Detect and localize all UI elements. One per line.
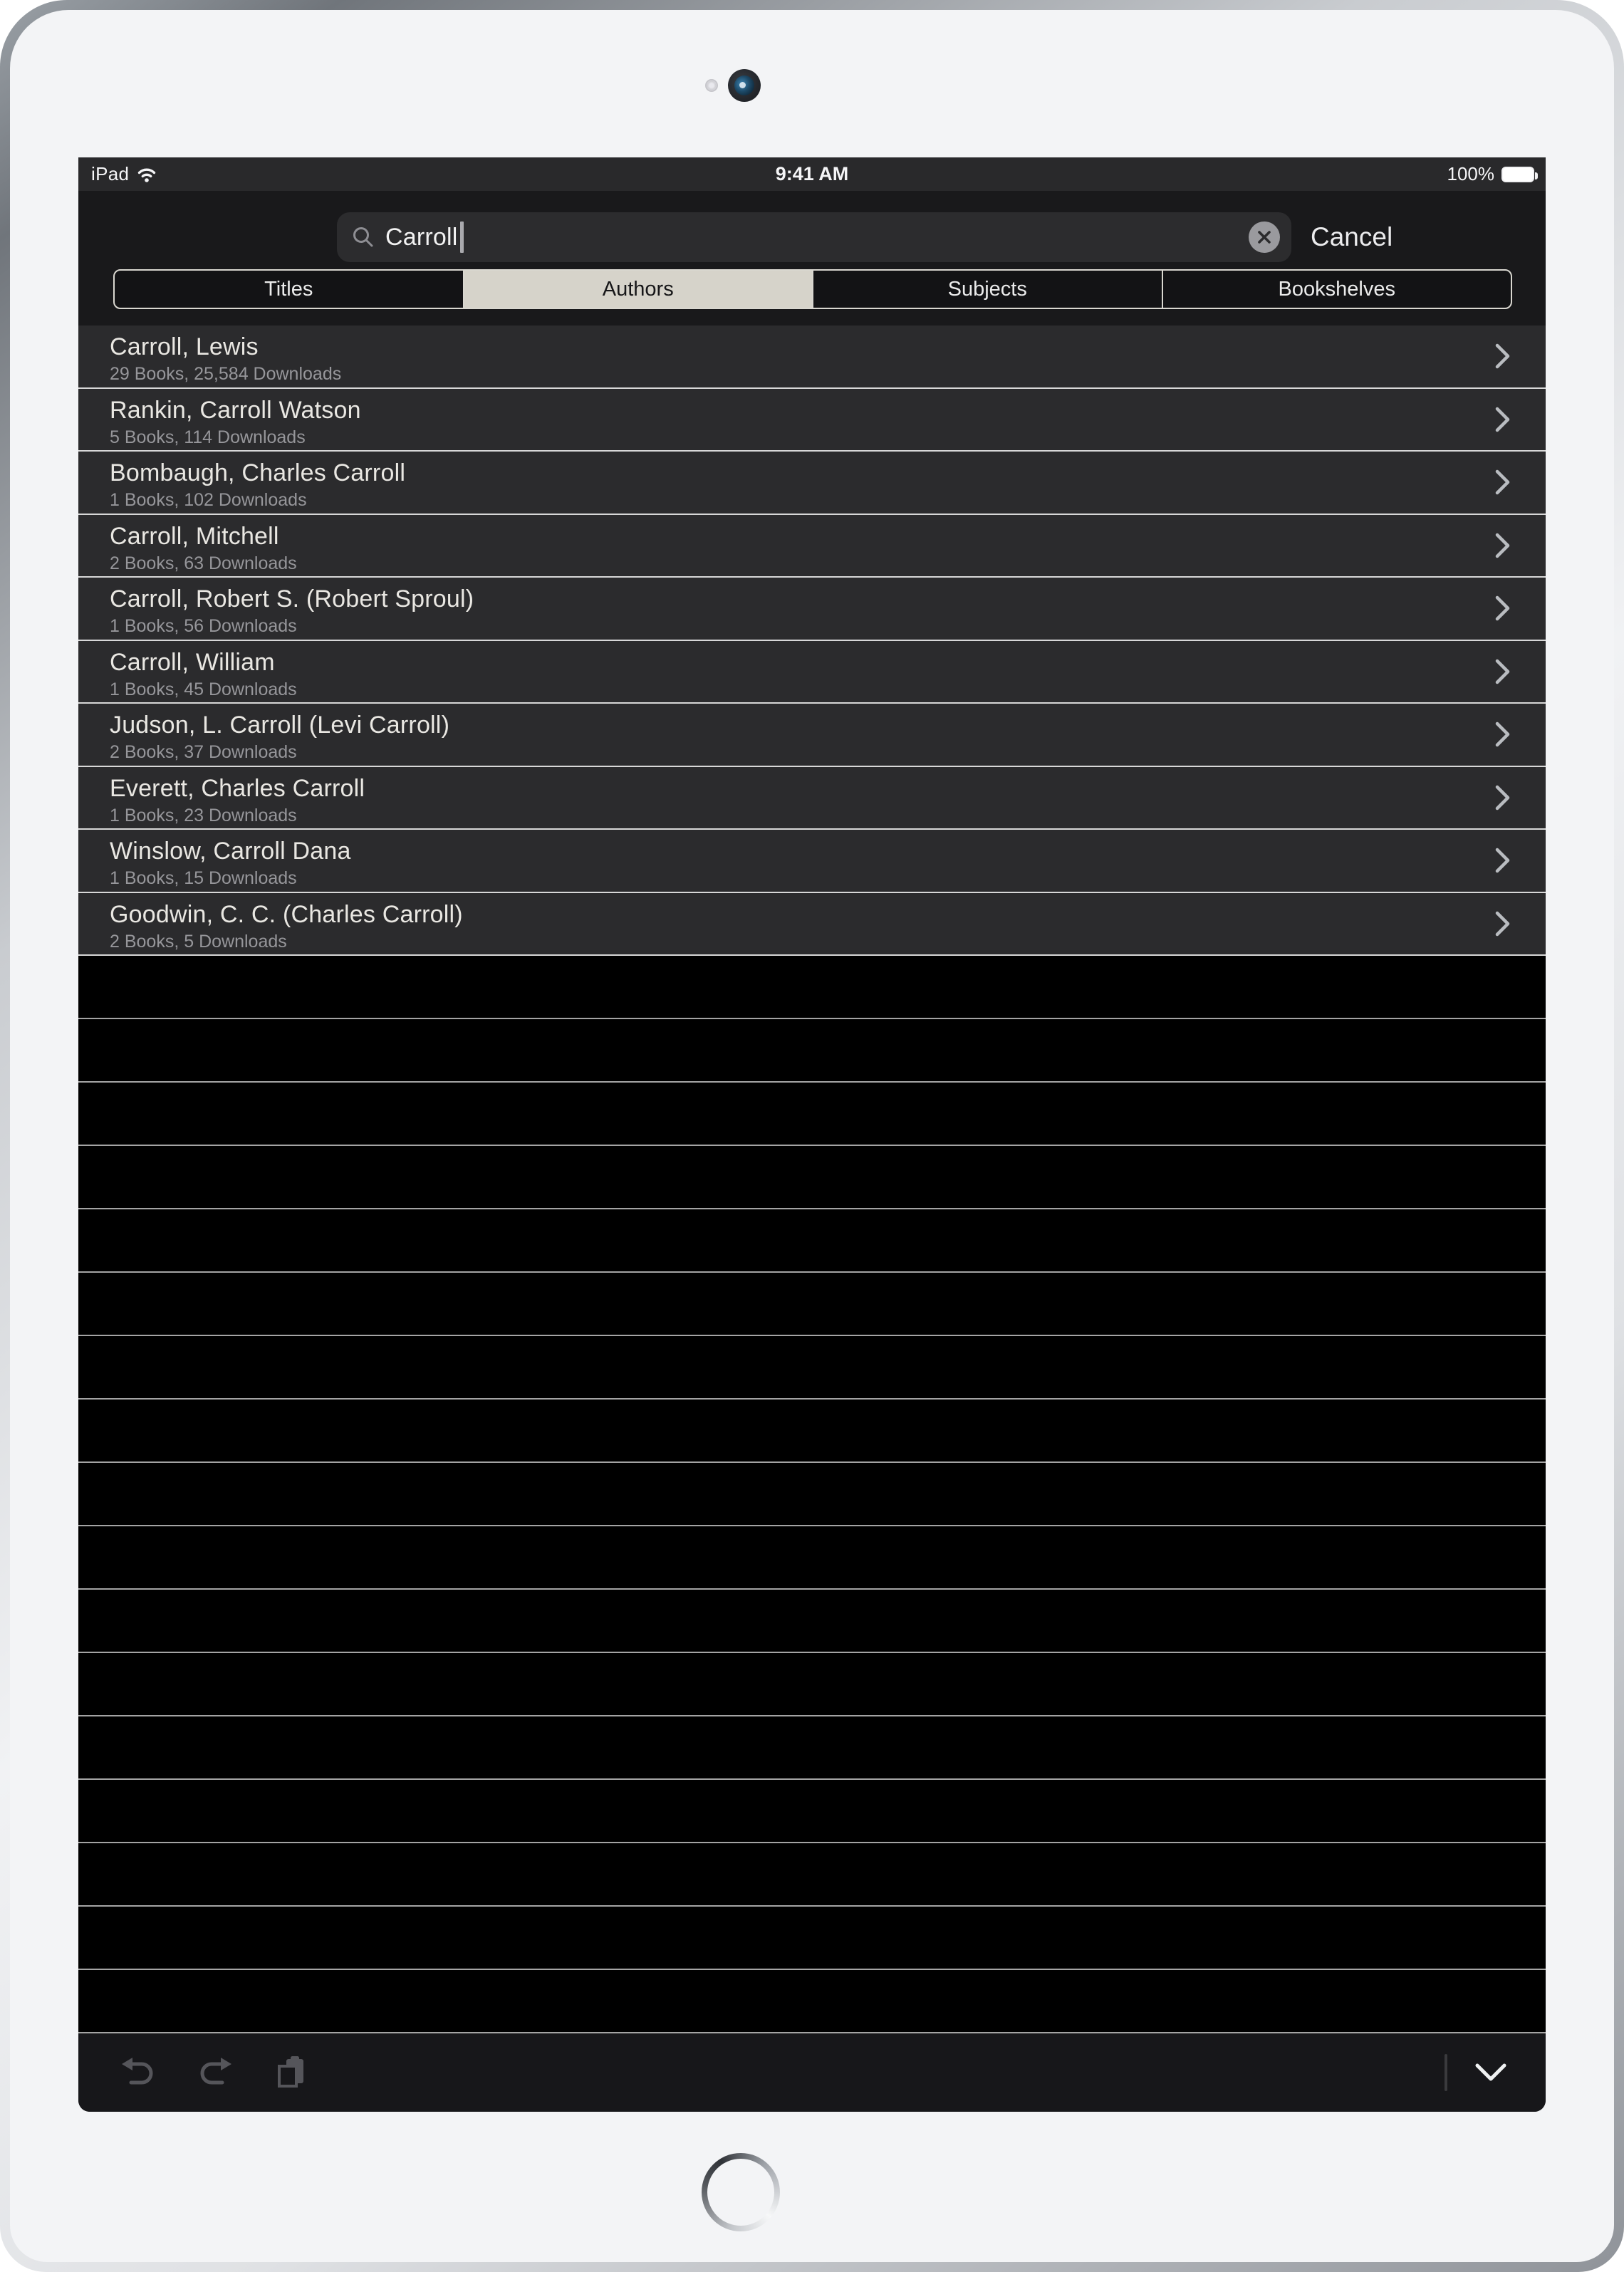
author-result-row[interactable] bbox=[78, 641, 1546, 704]
chevron-right-icon bbox=[1494, 783, 1511, 812]
author-name: Goodwin, C. C. (Charles Carroll) bbox=[110, 900, 463, 928]
results-list bbox=[78, 325, 1546, 2033]
camera-glint bbox=[739, 82, 746, 88]
author-name: Carroll, Mitchell bbox=[110, 522, 279, 550]
tab-titles[interactable]: Titles bbox=[115, 271, 464, 308]
author-stats: 1 Books, 45 Downloads bbox=[110, 679, 297, 699]
author-name: Bombaugh, Charles Carroll bbox=[110, 459, 406, 486]
author-name: Rankin, Carroll Watson bbox=[110, 396, 361, 424]
carrier-label: iPad bbox=[91, 163, 130, 184]
tab-authors[interactable]: Authors bbox=[464, 271, 814, 308]
chevron-right-icon bbox=[1494, 657, 1511, 686]
chevron-right-icon bbox=[1494, 594, 1511, 622]
clear-search-button[interactable] bbox=[1249, 222, 1280, 253]
empty-list-row bbox=[78, 1970, 1546, 2033]
battery-percent: 100% bbox=[1447, 163, 1494, 184]
empty-list-row bbox=[78, 956, 1546, 1019]
empty-list-row bbox=[78, 1590, 1546, 1653]
empty-list-row bbox=[78, 1019, 1546, 1083]
author-result-row[interactable] bbox=[78, 704, 1546, 767]
author-result-row[interactable] bbox=[78, 452, 1546, 515]
toolbar-divider bbox=[1445, 2054, 1447, 2091]
home-button-inner bbox=[707, 2159, 774, 2226]
author-stats: 1 Books, 56 Downloads bbox=[110, 616, 297, 636]
chevron-right-icon bbox=[1494, 531, 1511, 560]
search-query-text: Carroll bbox=[385, 223, 458, 251]
empty-list-row bbox=[78, 1526, 1546, 1590]
chevron-right-icon bbox=[1494, 405, 1511, 434]
author-name: Carroll, Robert S. (Robert Sproul) bbox=[110, 585, 474, 613]
empty-list-row bbox=[78, 1400, 1546, 1463]
empty-list-row bbox=[78, 1463, 1546, 1526]
author-result-row[interactable] bbox=[78, 767, 1546, 830]
dismiss-keyboard-button[interactable] bbox=[1472, 2054, 1509, 2091]
author-result-row[interactable] bbox=[78, 389, 1546, 452]
empty-list-row bbox=[78, 1716, 1546, 1780]
chevron-right-icon bbox=[1494, 846, 1511, 875]
app-screen bbox=[78, 157, 1546, 2112]
empty-list-row bbox=[78, 1653, 1546, 1716]
chevron-right-icon bbox=[1494, 910, 1511, 938]
author-stats: 2 Books, 63 Downloads bbox=[110, 553, 297, 573]
home-button[interactable] bbox=[702, 2153, 780, 2231]
status-bar bbox=[78, 157, 1546, 191]
empty-list-row bbox=[78, 1209, 1546, 1273]
keyboard-toolbar bbox=[78, 2033, 1546, 2112]
author-result-row[interactable] bbox=[78, 515, 1546, 578]
author-name: Carroll, William bbox=[110, 648, 275, 676]
empty-list-row bbox=[78, 1273, 1546, 1336]
tab-subjects[interactable]: Subjects bbox=[813, 271, 1163, 308]
text-cursor bbox=[460, 222, 464, 253]
author-result-row[interactable] bbox=[78, 325, 1546, 389]
paste-button[interactable] bbox=[274, 2054, 311, 2091]
ambient-sensor-icon bbox=[705, 79, 718, 92]
empty-list-row bbox=[78, 1083, 1546, 1146]
battery-full-icon bbox=[1501, 167, 1534, 182]
tab-bookshelves[interactable]: Bookshelves bbox=[1278, 277, 1395, 301]
cancel-button[interactable]: Cancel bbox=[1311, 222, 1393, 251]
empty-list-row bbox=[78, 1146, 1546, 1209]
chevron-right-icon bbox=[1494, 720, 1511, 749]
empty-list-row bbox=[78, 1336, 1546, 1400]
search-header bbox=[78, 191, 1546, 325]
empty-list-row bbox=[78, 1780, 1546, 1843]
empty-list-row bbox=[78, 1907, 1546, 1970]
undo-icon bbox=[120, 2054, 157, 2091]
author-stats: 1 Books, 15 Downloads bbox=[110, 868, 297, 888]
author-name: Judson, L. Carroll (Levi Carroll) bbox=[110, 712, 450, 739]
chevron-down-icon bbox=[1473, 2061, 1509, 2084]
undo-button[interactable] bbox=[120, 2054, 157, 2091]
author-stats: 2 Books, 37 Downloads bbox=[110, 742, 297, 762]
chevron-right-icon bbox=[1494, 342, 1511, 370]
redo-icon bbox=[197, 2054, 234, 2091]
author-result-row[interactable] bbox=[78, 893, 1546, 957]
author-stats: 1 Books, 102 Downloads bbox=[110, 490, 307, 510]
chevron-right-icon bbox=[1494, 468, 1511, 496]
empty-list-row bbox=[78, 1843, 1546, 1907]
author-name: Winslow, Carroll Dana bbox=[110, 838, 351, 865]
scope-tabs bbox=[113, 269, 1512, 309]
author-result-row[interactable] bbox=[78, 578, 1546, 641]
clock: 9:41 AM bbox=[775, 163, 849, 184]
search-input[interactable] bbox=[337, 212, 1291, 262]
redo-button[interactable] bbox=[197, 2054, 234, 2091]
author-stats: 5 Books, 114 Downloads bbox=[110, 427, 306, 447]
ipad-bezel bbox=[10, 10, 1614, 2262]
author-stats: 29 Books, 25,584 Downloads bbox=[110, 364, 342, 384]
author-stats: 2 Books, 5 Downloads bbox=[110, 931, 287, 952]
author-name: Carroll, Lewis bbox=[110, 333, 259, 360]
author-name: Everett, Charles Carroll bbox=[110, 774, 365, 802]
author-result-row[interactable] bbox=[78, 830, 1546, 893]
front-camera-icon bbox=[728, 69, 761, 102]
author-stats: 1 Books, 23 Downloads bbox=[110, 805, 297, 825]
paste-icon bbox=[274, 2054, 311, 2091]
magnifier-icon bbox=[351, 225, 375, 249]
